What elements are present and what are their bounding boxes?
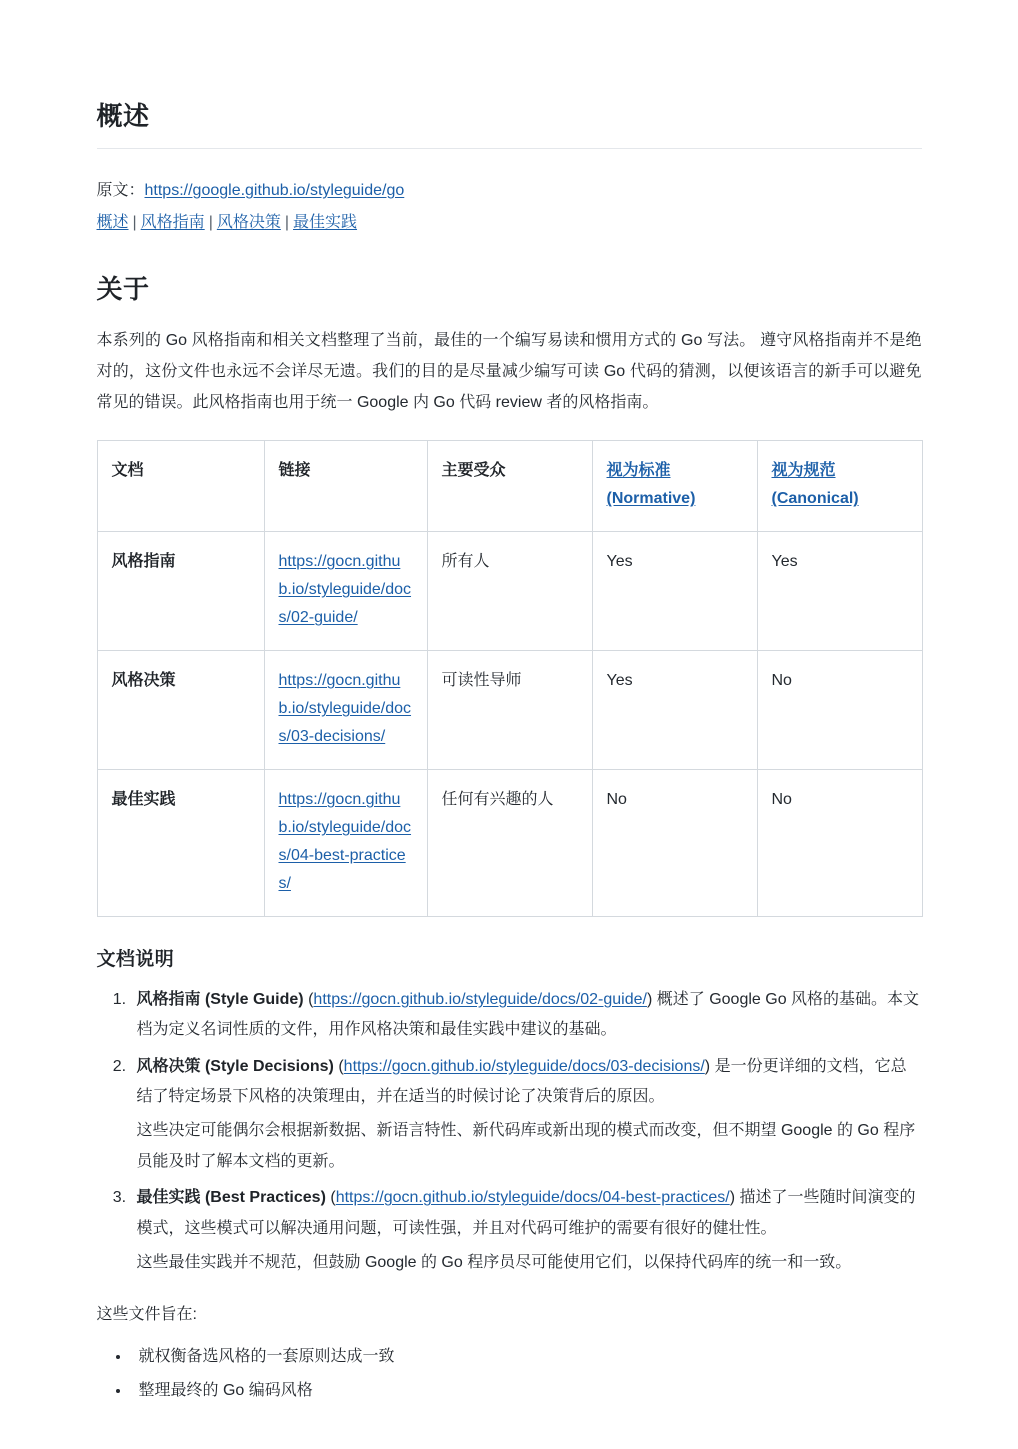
nav-link-best-practices[interactable]: 最佳实践 (293, 213, 358, 231)
paren-close: ) (729, 1189, 740, 1207)
about-paragraph: 本系列的 Go 风格指南和相关文档整理了当前，最佳的一个编写易读和惯用方式的 Go 写法。 遵守风格指南并不是绝对的，这份文件也永远不会详尽无遗。我们的目的是尽量减少编写可读 Go 代码的猜测，以便该语言的新手可以避免常见的错误。此风格指南也用于统一 Google 内 Go 代码 review 者的风格指南。 (96, 331, 922, 411)
canonical-label-line1[interactable]: 视为规范 (771, 462, 836, 480)
column-header-normative (592, 441, 757, 532)
source-label: 原文： (96, 181, 145, 199)
cell-audience: 所有人 (427, 532, 592, 651)
canonical-label-line2[interactable]: (Canonical) (771, 490, 859, 508)
nav-link-style-guide[interactable]: 风格指南 (140, 213, 205, 231)
source-url-link[interactable]: https://google.github.io/styleguide/go (144, 181, 405, 199)
cell-canonical: No (757, 770, 922, 917)
paren-open: ( (303, 990, 314, 1008)
cell-doc-name: 最佳实践 (97, 770, 264, 917)
cell-audience: 可读性导师 (427, 651, 592, 770)
list-item-url-link[interactable]: https://gocn.github.io/styleguide/docs/02-guide/ (313, 990, 647, 1008)
column-header-audience: 主要受众 (427, 441, 592, 532)
paren-close: ) (646, 990, 657, 1008)
explanation-list (97, 985, 922, 1279)
nav-link-overview[interactable]: 概述 (96, 213, 129, 231)
cell-doc-name: 风格决策 (97, 651, 264, 770)
normative-header-link[interactable] (607, 457, 743, 513)
list-item-second-paragraph: 这些决定可能偶尔会根据新数据、新语言特性、新代码库或新出现的模式而改变，但不期望 Google 的 Go 程序员能及时了解本文档的更新。 (136, 1122, 916, 1170)
list-item-url-link[interactable]: https://gocn.github.io/styleguide/docs/04-best-practices/ (335, 1189, 730, 1207)
column-header-doc: 文档 (97, 441, 264, 532)
nav-separator-1: | (132, 213, 137, 231)
list-item: • 整理最终的 Go 编码风格 (131, 1375, 922, 1407)
cell-normative: Yes (592, 532, 757, 651)
cell-doc-name: 风格指南 (97, 532, 264, 651)
nav-links (97, 207, 922, 239)
column-header-canonical (757, 441, 922, 532)
list-item-text: 概述了 Google Go 风格的基础。本文档为定义名词性质的文件，用作风格决策和最佳实践中建议的基础。 (136, 990, 920, 1039)
list-item (131, 1183, 922, 1278)
doc-url-link[interactable]: https://gocn.github.io/styleguide/docs/02-guide/ (278, 553, 412, 627)
list-item-body (137, 1183, 922, 1244)
list-item-second-paragraph: 这些最佳实践并不规范，但鼓励 Google 的 Go 程序员尽可能使用它们，以保持代码库的统一和一致。 (136, 1253, 852, 1271)
list-item-label: 风格决策 (Style Decisions) (136, 1057, 334, 1075)
list-item-label: 最佳实践 (Best Practices) (136, 1189, 326, 1207)
nav-separator-3: | (284, 213, 290, 231)
cell-normative: No (592, 770, 757, 917)
cell-canonical: Yes (757, 532, 922, 651)
column-header-link: 链接 (264, 441, 427, 532)
list-item-body (137, 985, 922, 1046)
doc-url-link[interactable]: https://gocn.github.io/styleguide/docs/03-decisions/ (278, 672, 412, 746)
normative-label-line1[interactable]: 视为标准 (606, 462, 671, 480)
document-page (97, 0, 922, 1449)
source-line (97, 175, 922, 207)
list-item-url-link[interactable]: https://gocn.github.io/styleguide/docs/03-decisions/ (343, 1057, 705, 1075)
nav-separator-2: | (208, 213, 213, 231)
cell-doc-url (264, 770, 427, 917)
about-heading: 关于 (96, 273, 150, 304)
aims-lead-in: 这些文件旨在: (96, 1306, 197, 1324)
list-item: • 就权衡备选风格的一套原则达成一致 (131, 1341, 922, 1373)
nav-link-style-decisions[interactable]: 风格决策 (216, 213, 281, 231)
list-item (131, 985, 922, 1046)
aims-list (97, 1341, 922, 1407)
page-title: 概述 (96, 101, 150, 131)
list-item-body (137, 1052, 922, 1113)
normative-label-line2[interactable]: (Normative) (606, 490, 696, 508)
cell-doc-url (264, 532, 427, 651)
cell-normative: Yes (592, 651, 757, 770)
paren-open: ( (325, 1189, 336, 1207)
table-row (97, 651, 922, 770)
cell-audience: 任何有兴趣的人 (427, 770, 592, 917)
table-header-row (97, 441, 922, 532)
cell-canonical: No (757, 651, 922, 770)
cell-doc-url (264, 651, 427, 770)
paren-open: ( (333, 1057, 344, 1075)
documents-table (97, 440, 923, 917)
table-row (97, 770, 922, 917)
list-item-text: 是一份更详细的文档，它总结了特定场景下风格的决策理由，并在适当的时候讨论了决策背后的原因。 (136, 1057, 907, 1105)
list-item-text: 描述了一些随时间演变的模式，这些模式可以解决通用问题，可读性强，并且对代码可维护的需要有很好的健壮性。 (136, 1189, 916, 1237)
paren-close: ) (704, 1057, 715, 1075)
explanation-heading: 文档说明 (96, 949, 175, 971)
canonical-header-link[interactable] (772, 457, 908, 513)
table-row (97, 532, 922, 651)
title-divider (97, 148, 922, 149)
list-item (131, 1052, 922, 1178)
list-item-label: 风格指南 (Style Guide) (136, 990, 304, 1008)
doc-url-link[interactable]: https://gocn.github.io/styleguide/docs/04-best-practices/ (278, 791, 412, 893)
